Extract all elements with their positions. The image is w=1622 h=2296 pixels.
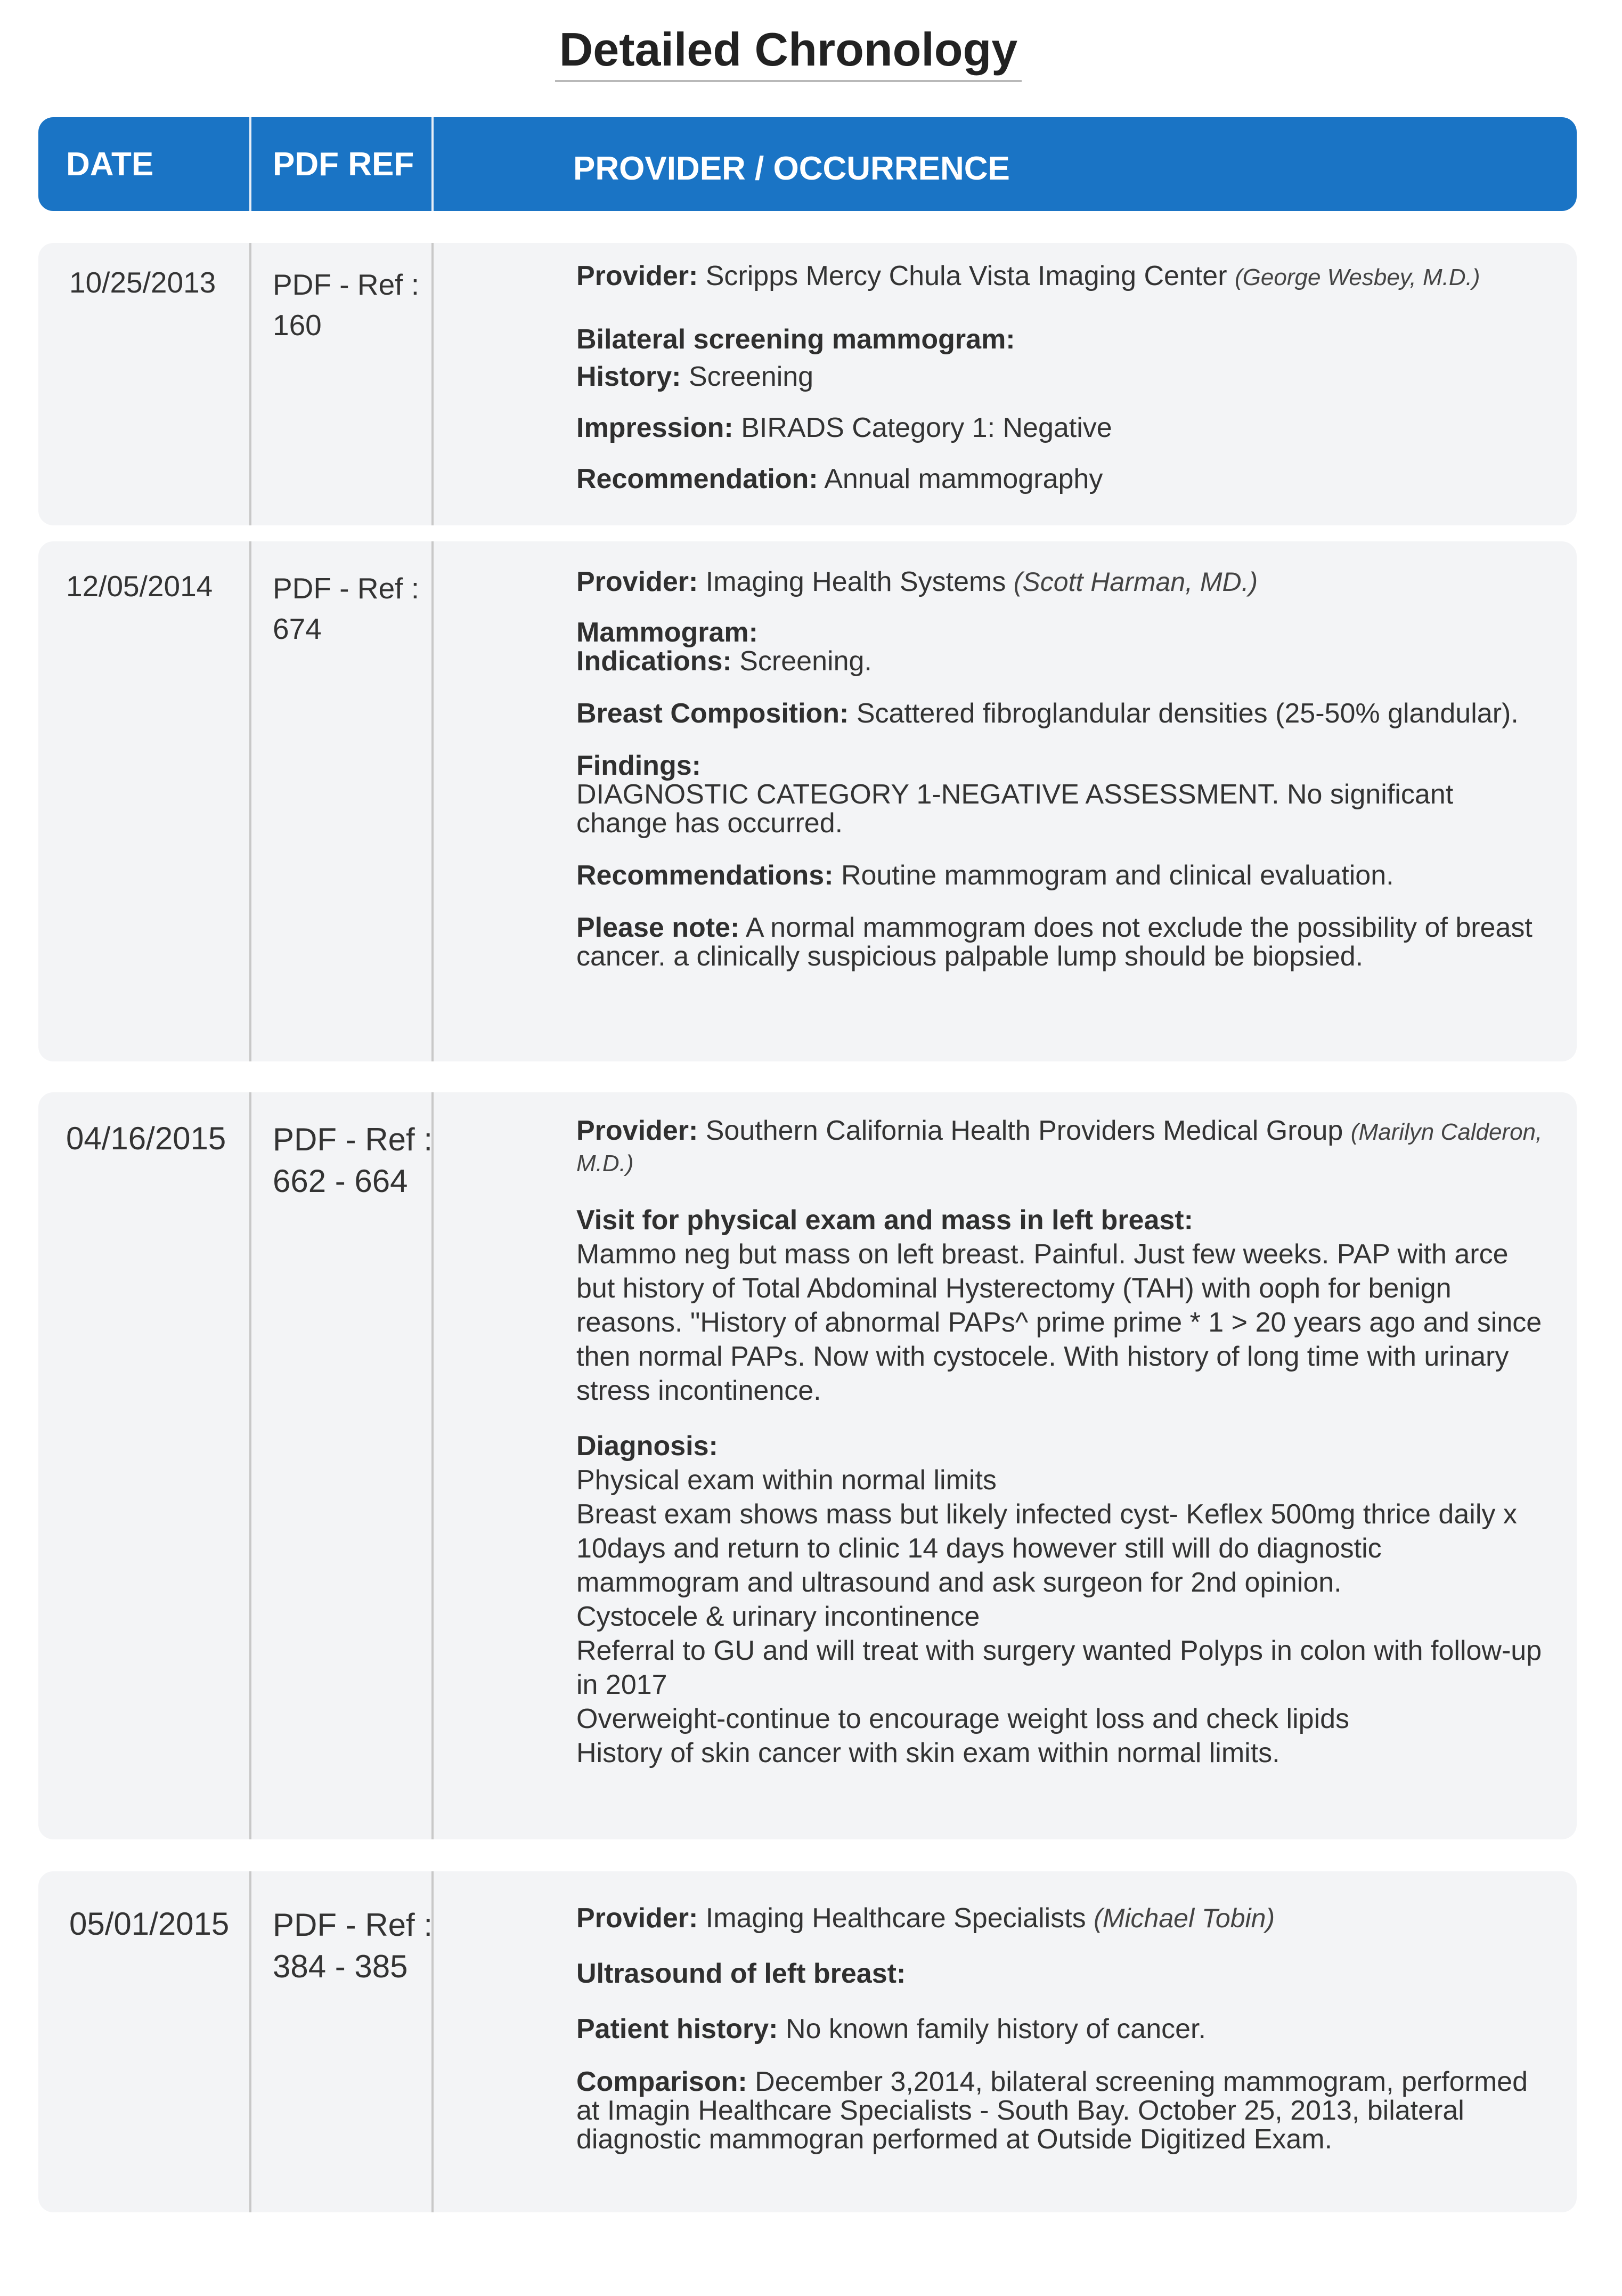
column-divider — [431, 1092, 434, 1839]
entry-date: 04/16/2015 — [66, 1121, 226, 1156]
entry-heading: Mammogram: — [576, 617, 758, 648]
comparison-line: Comparison: December 3,2014, bilateral screening mammogram, performed at Imagin Healthcare Specialists - South Bay. October 25, 2013, bilateral diagnostic mammogran performed at Outside Digitized Exam. — [576, 2066, 1528, 2155]
provider-line: Provider: Imaging Healthcare Specialists (Michael Tobin) — [576, 1903, 1275, 1934]
header-date: DATE — [66, 145, 154, 183]
entry-content — [576, 1901, 1546, 2154]
header-divider — [249, 117, 251, 211]
entry-date: 10/25/2013 — [69, 266, 216, 299]
column-divider — [249, 541, 251, 1061]
page-title: Detailed Chronology — [0, 22, 1577, 82]
entry-heading: Ultrasound of left breast: — [576, 1958, 906, 1989]
table-header — [38, 117, 1577, 211]
findings-value: DIAGNOSTIC CATEGORY 1-NEGATIVE ASSESSMENT. No significant change has occurred. — [576, 779, 1454, 839]
history-line: History: Screening — [576, 361, 814, 392]
table-row — [38, 1092, 1577, 1839]
column-divider — [431, 243, 434, 525]
entry-pdf-ref: PDF - Ref : 384 - 385 — [273, 1907, 433, 1984]
findings-label: Findings: — [576, 750, 701, 781]
column-divider — [249, 1871, 251, 2212]
entry-date: 05/01/2015 — [69, 1906, 230, 1942]
header-pdf-ref: PDF REF — [273, 145, 414, 183]
recommendation-line: Recommendation: Annual mammography — [576, 464, 1103, 494]
entry-heading: Visit for physical exam and mass in left breast: — [576, 1205, 1193, 1236]
table-row — [38, 541, 1577, 1061]
entry-content — [576, 259, 1546, 496]
diagnosis-item: History of skin cancer with skin exam within normal limits. — [576, 1738, 1280, 1768]
note-line: Please note: A normal mammogram does not exclude the possibility of breast cancer. a clinically suspicious palpable lump should be biopsied. — [576, 912, 1533, 972]
column-divider — [431, 541, 434, 1061]
header-provider: PROVIDER / OCCURRENCE — [573, 150, 1010, 187]
table-row — [38, 243, 1577, 525]
diagnosis-item: Breast exam shows mass but likely infected cyst- Keflex 500mg thrice daily x 10days and return to clinic 14 days however still will do diagnostic mammogram and ultrasound and ask surgeon for 2nd opinion. — [576, 1499, 1517, 1598]
visit-text: Mammo neg but mass on left breast. Painful. Just few weeks. PAP with arce but history of Total Abdominal Hysterectomy (TAH) with ooph for benign reasons. "History of abnormal PAPs^ prime prime * 1 > 20 years ago and since then normal PAPs. Now with cystocele. With history of long time with urinary stress incontinence. — [576, 1239, 1542, 1406]
column-divider — [249, 1092, 251, 1839]
diagnosis-item: Overweight-continue to encourage weight loss and check lipids — [576, 1703, 1350, 1734]
impression-line: Impression: BIRADS Category 1: Negative — [576, 412, 1112, 443]
indications-line: Indications: Screening. — [576, 646, 872, 677]
entry-date: 12/05/2014 — [66, 570, 213, 603]
diagnosis-label: Diagnosis: — [576, 1431, 718, 1462]
provider-line: Provider: Scripps Mercy Chula Vista Imaging Center (George Wesbey, M.D.) — [576, 261, 1480, 291]
entry-content — [576, 565, 1546, 971]
entry-heading: Bilateral screening mammogram: — [576, 324, 1015, 355]
provider-line: Provider: Imaging Health Systems (Scott Harman, MD.) — [576, 566, 1258, 597]
diagnosis-item: Cystocele & urinary incontinence — [576, 1601, 980, 1632]
table-row — [38, 1871, 1577, 2212]
diagnosis-item: Referral to GU and will treat with surgery wanted Polyps in colon with follow-up in 2017 — [576, 1635, 1542, 1700]
composition-line: Breast Composition: Scattered fibroglandular densities (25-50% glandular). — [576, 698, 1519, 729]
provider-line: Provider: Southern California Health Providers Medical Group (Marilyn Calderon, M.D.) — [576, 1115, 1543, 1177]
entry-pdf-ref: PDF - Ref : 662 - 664 — [273, 1122, 433, 1199]
column-divider — [249, 243, 251, 525]
header-divider — [431, 117, 434, 211]
entry-pdf-ref: PDF - Ref : 160 — [273, 268, 420, 342]
recommendations-line: Recommendations: Routine mammogram and clinical evaluation. — [576, 860, 1394, 891]
patient-history-line: Patient history: No known family history of cancer. — [576, 2014, 1206, 2045]
entry-pdf-ref: PDF - Ref : 674 — [273, 572, 420, 645]
diagnosis-item: Physical exam within normal limits — [576, 1465, 997, 1496]
entry-content — [576, 1116, 1546, 1770]
